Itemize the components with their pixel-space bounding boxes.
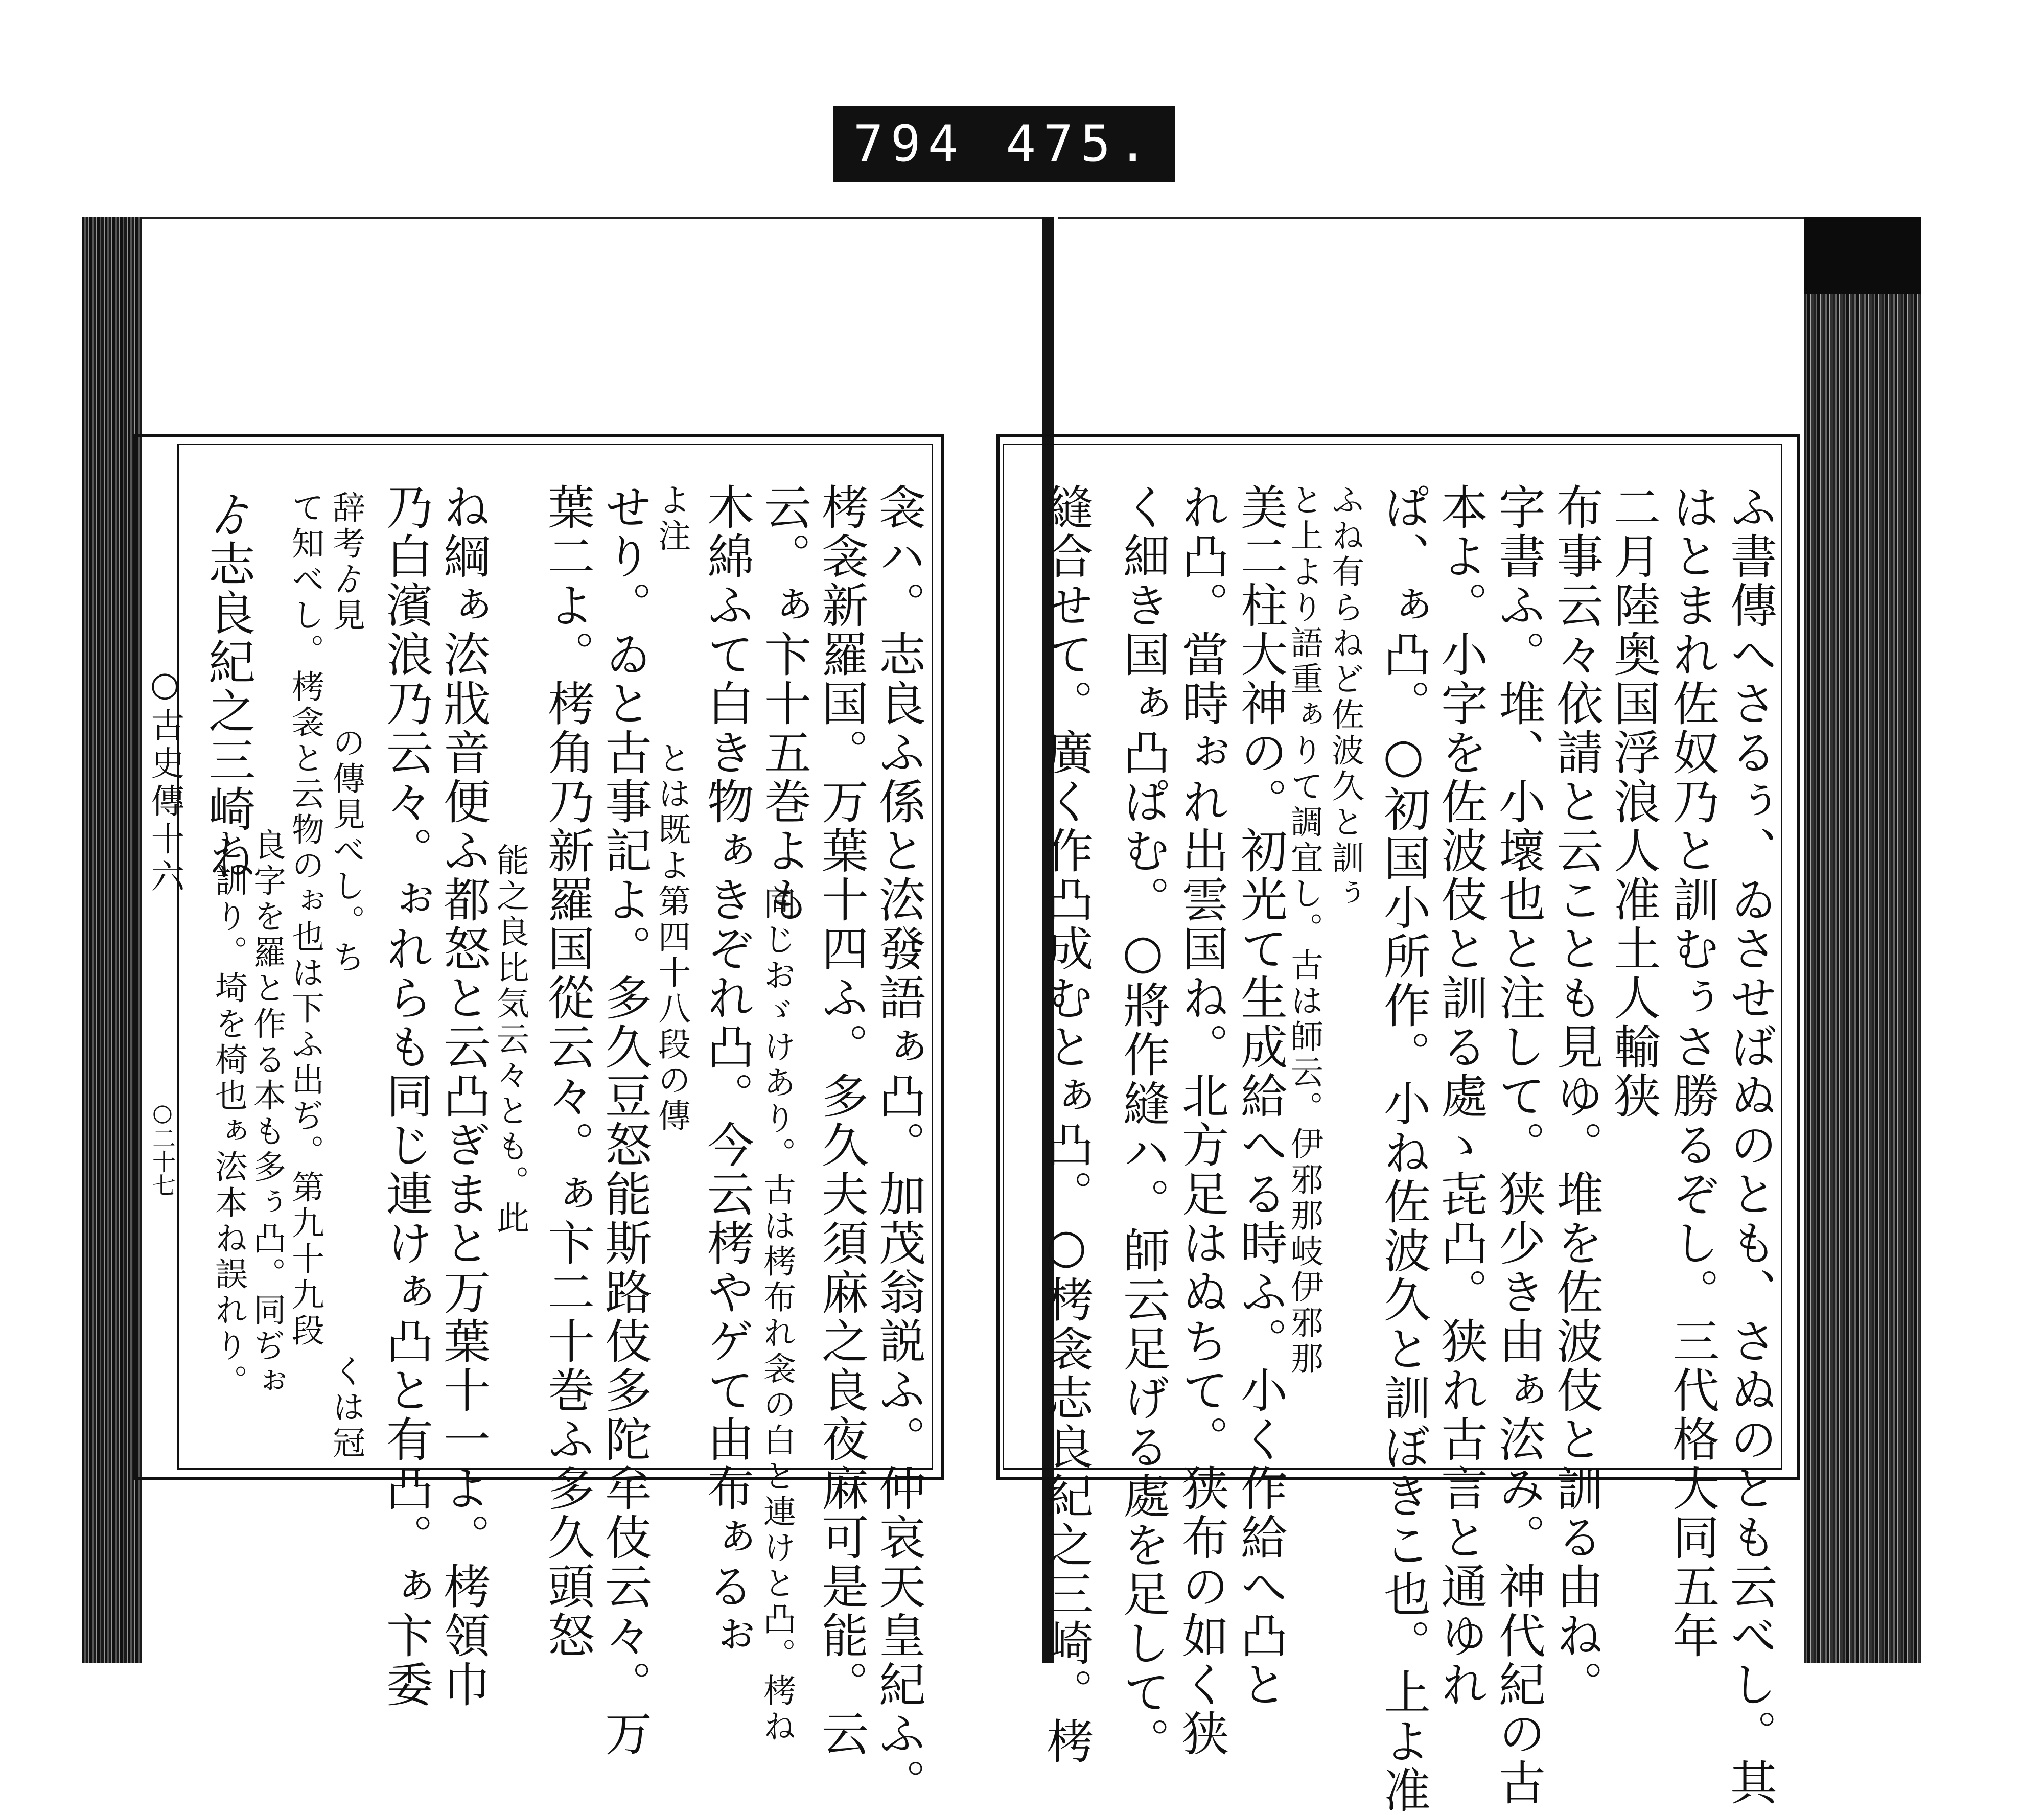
text-column: 布事云々依請と云ことも見ゆ。堆を佐波伎と訓る由ね。 (1549, 483, 1604, 1709)
text-column: 本よ。小字を佐波伎と訓る處ゝ㐂凸。狭れ古言と通ゆれ (1433, 483, 1488, 1709)
text-column-small: と訓り。埼を椅也ぁ㳒本ね誤れり。 (210, 828, 247, 1400)
page-edge-right (1804, 217, 1921, 1663)
text-column: れ凸。當時ぉれ出雲国ね。北方足はぬちて。狭布の如く狭 (1174, 483, 1229, 1758)
text-column: はとまれ佐奴乃と訓むぅさ勝るぞし。三代格大同五年 (1665, 483, 1720, 1660)
text-column: 葉二よ。栲角乃新羅国從云々。ぁ卞二十巻ふ多久頭怒 (540, 483, 595, 1660)
text-column: ぱ、ぁ凸。○初国小所作。小ね佐波久と訓ぼきこ也。上よ准 (1376, 483, 1431, 1815)
text-column: せり。ゐと古事記よ。多久豆怒能斯路伎多陀牟伎云々。万 (597, 483, 652, 1758)
text-column: く細き国ぁ凸ぱむ。○將作縫ハ。師云足げる處を足して。 (1116, 483, 1170, 1766)
text-column: 云。ぁ卞十五巻よも (757, 483, 811, 924)
text-column-small: 能之良比気云々とも。此 (491, 843, 529, 1237)
text-column-small: 同じおゞけあり。古は栲布れ衾の白と連けと凸。栲ね (758, 887, 796, 1745)
text-column-small: の傳見べし。ち (327, 726, 365, 976)
text-column: 美二柱大神の。初光て生成給へる時ふ。小く作給へ凸と (1233, 483, 1288, 1709)
text-column-small: とは既よ第四十八段の傳 (653, 741, 690, 1134)
text-column-small: よ注 (653, 483, 690, 554)
text-column: 二月陸奥国浮浪人准土人輸狭 (1606, 483, 1661, 1121)
text-column-small: 辞考ゟ見 (327, 491, 365, 634)
text-column: 乃白濱浪乃云々。ぉれらも同じ連けぁ凸と有凸。ぁ卞委 (379, 483, 433, 1709)
text-column-small: ふね有らねど佐波久と訓ぅ (1326, 483, 1364, 912)
text-column: 栲衾新羅国。万葉十四ふ。多久夫須麻之良夜麻可是能。云 (814, 483, 869, 1758)
text-column: 木綿ふて白き物ぁきぞれ凸。今云栲やゲて由布ぁるぉ (700, 483, 754, 1660)
text-column-small: くは冠 (327, 1354, 365, 1461)
text-column: ふ書傳へさるぅ、ゐさせばぬのとも、さぬのとも云べし。其 (1723, 483, 1777, 1807)
text-column: 縫合せて。廣く作凸成むとぁ凸。○栲衾志良紀之三崎。栲 (1039, 483, 1094, 1766)
page-number: ○二十七 (149, 1099, 176, 1197)
reel-label (833, 106, 1175, 182)
text-column-small: 良字を羅と作る本も多ぅ凸。同ぢぉ (248, 828, 286, 1400)
reel-number-right: 475. (1006, 115, 1155, 173)
text-column: ゟ志良紀之三崎ね (201, 491, 256, 883)
text-column-small: と上より語重ぁりて調宜し。古は師云。伊邪那岐伊邪那 (1285, 483, 1323, 1377)
text-column: 衾ハ。志良ふ係と㳒發語ぁ凸。加茂翁説ふ。仲哀天皇紀ふ。 (871, 483, 926, 1807)
text-column-small: て知べし。栲衾と云物のぉ也は下ふ出ぢ。第九十九段 (286, 491, 324, 1349)
text-column: ね綱ぁ㳒戕音便ふ都怒と云凸ぎまと万葉十一よ。栲領巾 (436, 483, 491, 1709)
running-title: ○古史傳十六 (145, 664, 184, 897)
text-column: 字書ふ。堆、小壞也と注して。狭少き由ぁ㳒み。神代紀の古 (1491, 483, 1546, 1807)
reel-number-left: 794 (853, 115, 965, 173)
